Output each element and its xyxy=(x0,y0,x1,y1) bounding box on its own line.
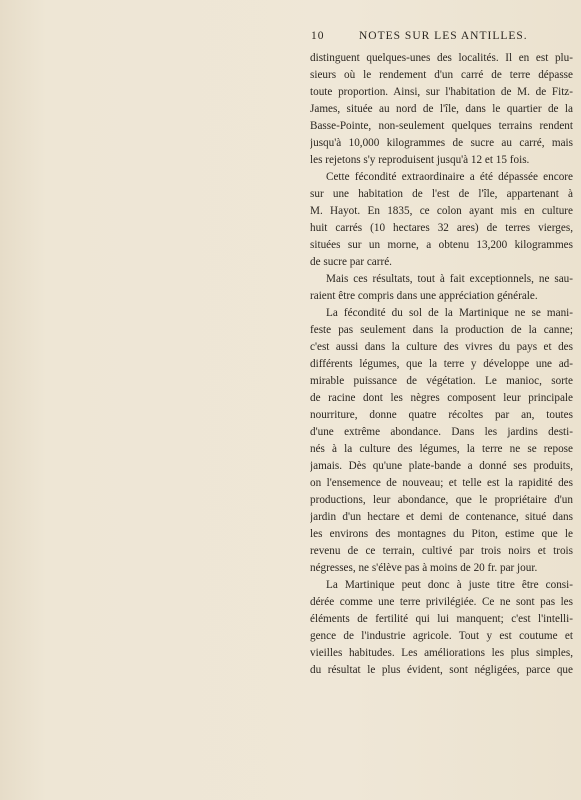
text-line: jamais. Dès qu'une plate-bande a donné ses produits, xyxy=(310,460,573,472)
text-line: sur une habitation de l'est de l'île, appartenant à xyxy=(310,188,573,200)
text-line: d'une extrême abondance. Dans les jardins desti- xyxy=(310,426,573,438)
text-line: éléments de fertilité qui lui manquent; c'est l'intelli- xyxy=(310,613,573,625)
text-line: Mais ces résultats, tout à fait exceptionnels, ne sau- xyxy=(326,273,573,285)
text-line: Basse-Pointe, non-seulement quelques terrains rendent xyxy=(310,120,573,132)
text-line: La Martinique peut donc à juste titre être consi- xyxy=(326,579,573,591)
text-line: huit carrés (10 hectares 32 ares) de terres vierges, xyxy=(310,222,573,234)
text-line: dérée comme une terre privilégiée. Ce ne sont pas les xyxy=(310,596,573,608)
text-line: jusqu'à 10,000 kilogrammes de sucre au carré, mais xyxy=(310,137,573,149)
text-line: nourriture, donne quatre récoltes par an, toutes xyxy=(310,409,573,421)
text-line: James, située au nord de l'île, dans le quartier de la xyxy=(310,103,573,115)
text-line: de racine dont les nègres composent leur principale xyxy=(310,392,573,404)
text-line: situées sur un morne, a obtenu 13,200 kilogrammes xyxy=(310,239,573,251)
text-line: raient être compris dans une appréciation générale. xyxy=(310,290,538,302)
text-line: mirable puissance de végétation. Le manioc, sorte xyxy=(310,375,573,387)
text-line: les rejetons s'y reproduisent jusqu'à 12 et 15 fois. xyxy=(310,154,530,166)
text-line: distinguent quelques-unes des localités. Il en est plu- xyxy=(310,52,573,64)
text-line: jardin d'un hectare et demi de contenance, situé dans xyxy=(310,511,573,523)
text-line: vieilles habitudes. Les améliorations les plus simples, xyxy=(310,647,573,659)
text-line: gence de l'industrie agricole. Tout y est coutume et xyxy=(310,630,573,642)
text-line: M. Hayot. En 1835, ce colon ayant mis en culture xyxy=(310,205,573,217)
text-line: négresses, ne s'élève pas à moins de 20 fr. par jour. xyxy=(310,562,538,574)
text-line: c'est aussi dans la culture des vivres du pays et des xyxy=(310,341,573,353)
text-line: La fécondité du sol de la Martinique ne se mani- xyxy=(326,307,573,319)
page-header xyxy=(311,30,573,46)
text-line: nés à la culture des légumes, la terre ne se repose xyxy=(310,443,573,455)
running-title: NOTES SUR LES ANTILLES. xyxy=(359,30,528,42)
text-line: les environs des montagnes du Piton, estime que le xyxy=(310,528,573,540)
text-line: de sucre par carré. xyxy=(310,256,392,268)
page-number: 10 xyxy=(311,30,325,42)
text-line: sieurs où le rendement d'un carré de terre dépasse xyxy=(310,69,573,81)
body-text xyxy=(310,50,573,679)
text-line: Cette fécondité extraordinaire a été dépassée encore xyxy=(326,171,573,183)
paragraph xyxy=(310,50,573,169)
text-line: feste pas seulement dans la production de la canne; xyxy=(310,324,573,336)
paragraph xyxy=(310,271,573,305)
text-line: productions, leur abondance, que le propriétaire d'un xyxy=(310,494,573,506)
text-line: on l'ensemence de nouveau; et telle est la rapidité des xyxy=(310,477,573,489)
paragraph xyxy=(310,169,573,271)
text-line: toute proportion. Ainsi, sur l'habitation de M. de Fitz- xyxy=(310,86,573,98)
text-line: différents légumes, que la terre y développe une ad- xyxy=(310,358,573,370)
text-line: revenu de ce terrain, cultivé par trois noirs et trois xyxy=(310,545,573,557)
paragraph xyxy=(310,305,573,577)
text-line: du résultat le plus évident, sont négligées, parce que xyxy=(310,664,573,676)
paragraph xyxy=(310,577,573,679)
